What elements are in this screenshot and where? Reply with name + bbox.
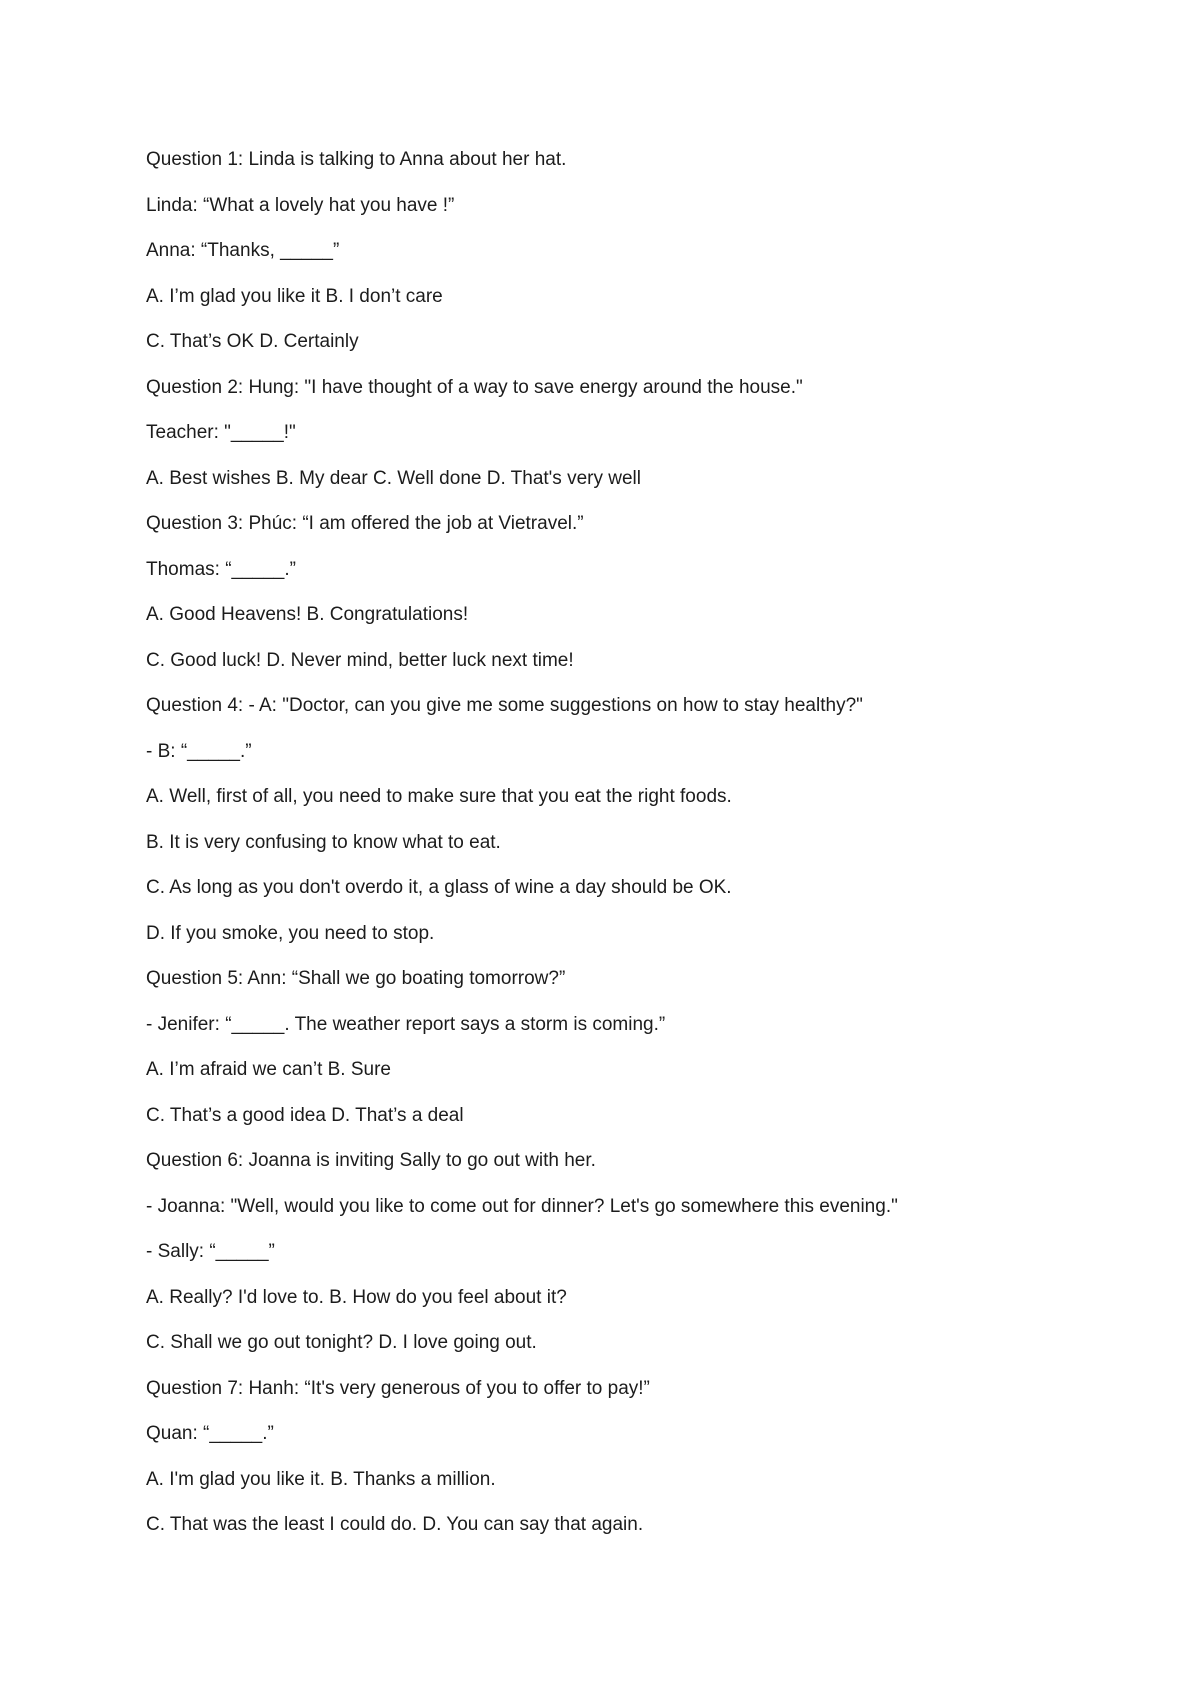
text-line: C. Shall we go out tonight? D. I love going out. xyxy=(146,1332,537,1353)
text-line: Question 6: Joanna is inviting Sally to go out with her. xyxy=(146,1150,596,1171)
text-line: D. If you smoke, you need to stop. xyxy=(146,922,435,944)
text-line: A. Best wishes B. My dear C. Well done D. That's very well xyxy=(146,467,641,489)
text-line: Anna: “Thanks, _____” xyxy=(146,240,340,261)
text-line: Question 2: Hung: "I have thought of a way to save energy around the house." xyxy=(146,376,803,398)
text-line: C. That was the least I could do. D. You can say that again. xyxy=(146,1514,644,1535)
text-line: A. Really? I'd love to. B. How do you feel about it? xyxy=(146,1286,567,1308)
text-line: A. I'm glad you like it. B. Thanks a million. xyxy=(146,1468,496,1490)
text-line: - Jenifer: “_____. The weather report says a storm is coming.” xyxy=(146,1013,666,1035)
text-line: - Sally: “_____” xyxy=(146,1241,275,1262)
text-line: C. That’s OK D. Certainly xyxy=(146,331,359,352)
text-line: Question 5: Ann: “Shall we go boating tomorrow?” xyxy=(146,968,566,989)
text-line: Teacher: "_____!" xyxy=(146,422,296,443)
text-line: B. It is very confusing to know what to eat. xyxy=(146,831,501,853)
text-line: Thomas: “_____.” xyxy=(146,558,296,580)
text-line: C. That’s a good idea D. That’s a deal xyxy=(146,1104,464,1126)
text-line: Question 1: Linda is talking to Anna about her hat. xyxy=(146,149,567,170)
text-line: A. Well, first of all, you need to make sure that you eat the right foods. xyxy=(146,786,732,807)
text-line: - B: “_____.” xyxy=(146,740,252,762)
text-line: A. I’m afraid we can’t B. Sure xyxy=(146,1059,391,1080)
text-line: C. As long as you don't overdo it, a glass of wine a day should be OK. xyxy=(146,877,732,898)
text-line: Linda: “What a lovely hat you have !” xyxy=(146,194,455,216)
document-page xyxy=(146,146,1106,1557)
text-line: A. I’m glad you like it B. I don’t care xyxy=(146,285,443,307)
text-line: Question 7: Hanh: “It's very generous of you to offer to pay!” xyxy=(146,1377,650,1399)
text-line: A. Good Heavens! B. Congratulations! xyxy=(146,604,469,625)
text-line: Question 4: - A: "Doctor, can you give me some suggestions on how to stay healthy?" xyxy=(146,695,863,716)
text-line: C. Good luck! D. Never mind, better luck next time! xyxy=(146,649,574,671)
text-line: Quan: “_____.” xyxy=(146,1423,274,1444)
text-line: - Joanna: "Well, would you like to come out for dinner? Let's go somewhere this evening." xyxy=(146,1195,898,1217)
text-line: Question 3: Phúc: “I am offered the job at Vietravel.” xyxy=(146,513,584,534)
